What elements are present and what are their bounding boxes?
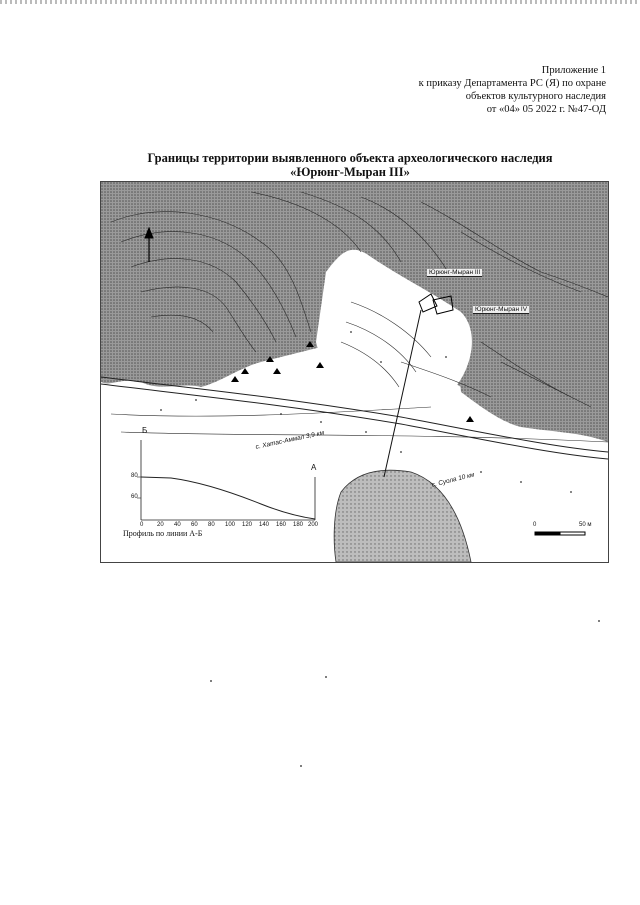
elevation-profile	[137, 440, 315, 520]
profile-y-tick-80: 80	[131, 473, 138, 479]
profile-caption: Профиль по линии А-Б	[123, 529, 203, 538]
scale-label-end: 50 м	[579, 522, 592, 528]
profile-x-tick: 100	[225, 522, 236, 528]
scan-edge-artifact	[0, 0, 640, 4]
profile-point-a: А	[311, 463, 317, 472]
profile-x-tick: 120	[242, 522, 253, 528]
profile-y-tick-60: 60	[131, 494, 138, 500]
scale-label-start: 0	[533, 522, 537, 528]
road-label-west: с. Хатас-Аммал 3,9 км	[255, 429, 325, 451]
scan-speck	[300, 765, 302, 767]
order-reference: к приказу Департамента РС (Я) по охране	[418, 78, 606, 89]
profile-x-tick: 180	[293, 522, 304, 528]
profile-x-tick: 160	[276, 522, 287, 528]
profile-x-tick: 140	[259, 522, 270, 528]
order-date-number: от «04» 05 2022 г. №47-ОД	[486, 104, 606, 115]
profile-x-tick: 0	[140, 522, 144, 528]
appendix-number: Приложение 1	[541, 65, 606, 76]
scan-speck	[210, 680, 212, 682]
site-label-iii: Юрюнг-Мыран III	[429, 269, 481, 276]
profile-x-tick: 40	[174, 522, 181, 528]
department-name: объектов культурного наследия	[465, 91, 606, 102]
title-line-1: Границы территории выявленного объекта археологического наследия	[147, 151, 553, 165]
road-label-east: с. Суола 10 км	[431, 471, 476, 489]
profile-x-tick: 80	[208, 522, 215, 528]
profile-x-tick: 20	[157, 522, 164, 528]
profile-x-tick: 60	[191, 522, 198, 528]
profile-point-b: Б	[142, 426, 148, 435]
document-title	[100, 151, 600, 179]
appendix-header	[419, 64, 606, 116]
scale-bar	[535, 532, 585, 535]
profile-x-tick: 200	[308, 522, 319, 528]
title-line-2: «Юрюнг-Мыран III»	[290, 165, 410, 179]
map-drawing	[101, 182, 608, 562]
topographic-map	[100, 181, 609, 563]
scan-speck	[598, 620, 600, 622]
scan-speck	[325, 676, 327, 678]
site-label-iv: Юрюнг-Мыран IV	[475, 306, 528, 313]
